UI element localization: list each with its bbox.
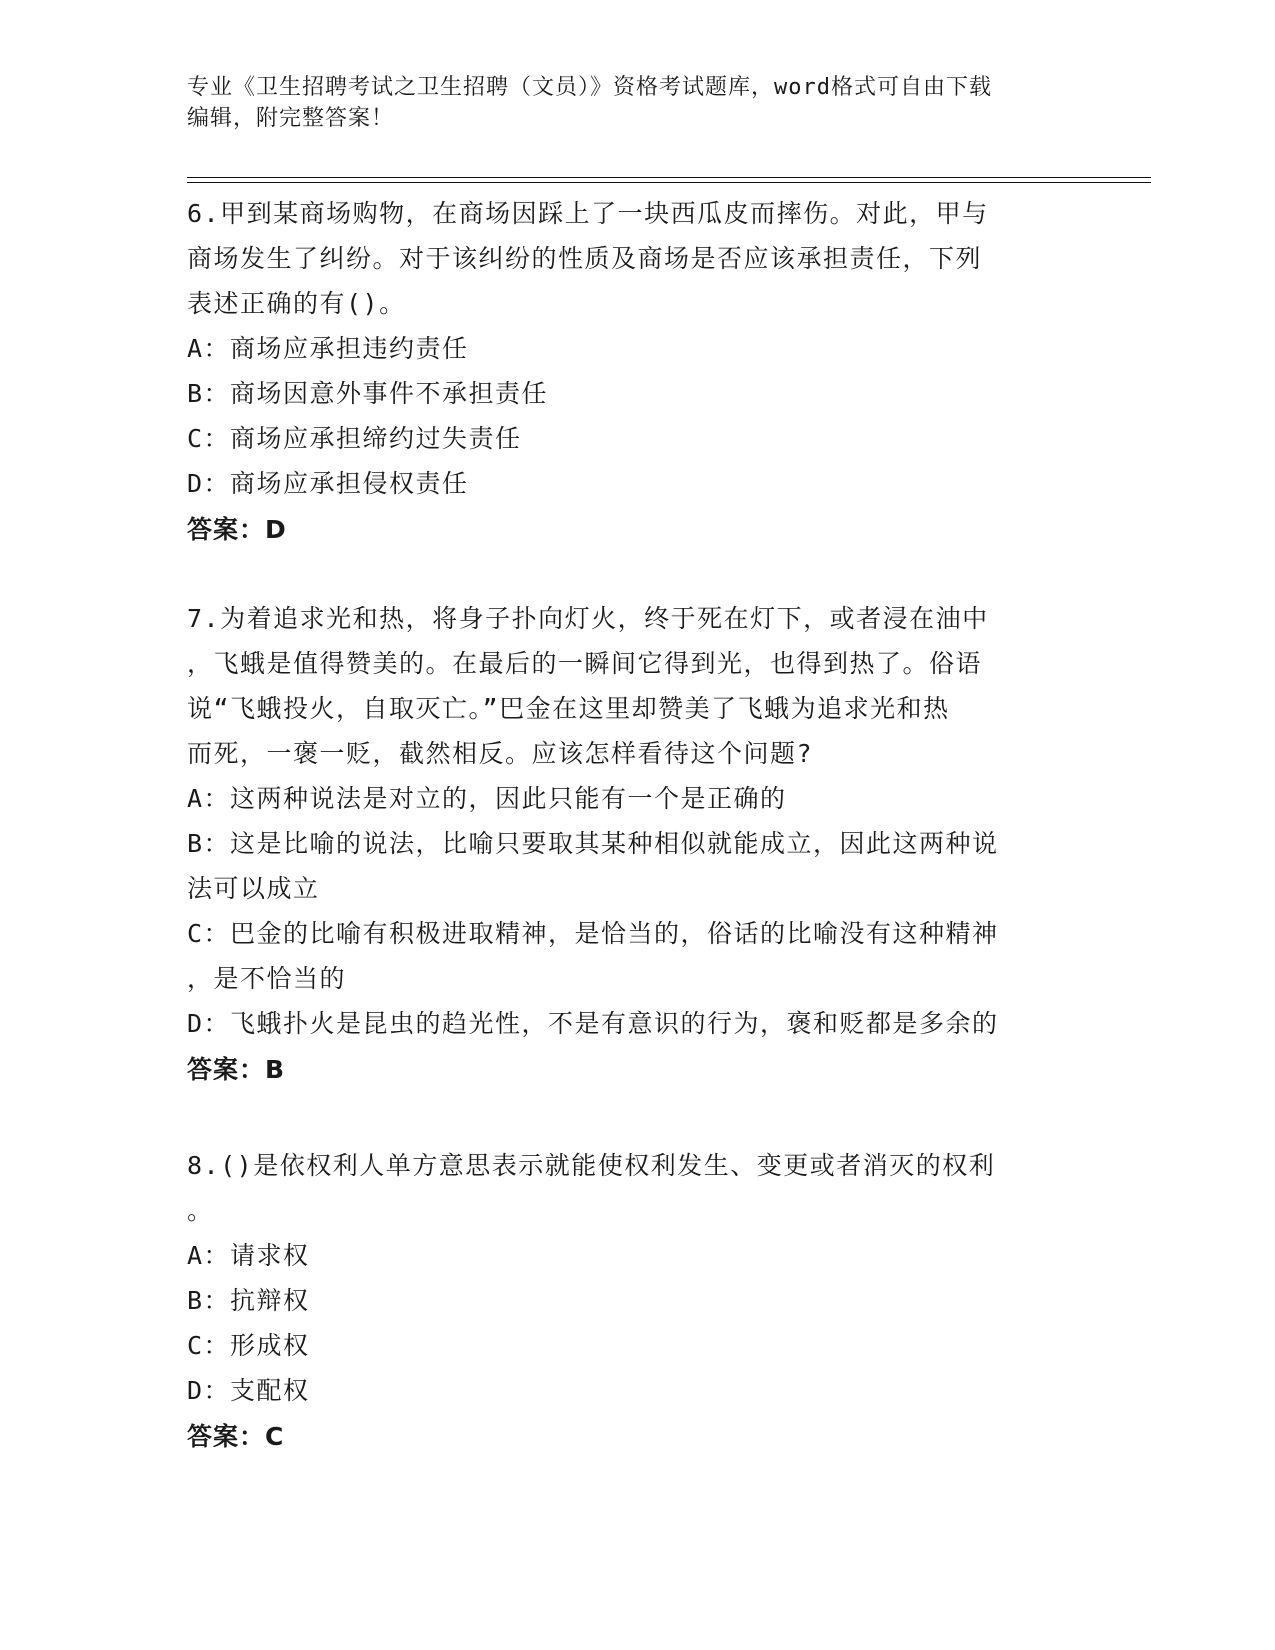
option-d: D：支配权 (187, 1376, 310, 1405)
answer-line: 答案：C (187, 1422, 285, 1451)
header-line-2: 编辑，附完整答案！ (187, 106, 395, 131)
option-c: C：巴金的比喻有积极进取精神，是恰当的，俗话的比喻没有这种精神 (187, 919, 999, 948)
option-a: A：请求权 (187, 1241, 310, 1270)
question-stem (187, 596, 1087, 776)
header-divider-bottom (187, 182, 1151, 183)
question-stem-line: 6.甲到某商场购物，在商场因踩上了一块西瓜皮而摔伤。对此，甲与 (187, 199, 989, 228)
option-d: D：商场应承担侵权责任 (187, 469, 469, 498)
question-stem-line: 说“飞蛾投火，自取灭亡。”巴金在这里却赞美了飞蛾为追求光和热 (187, 694, 950, 723)
header-divider-top (187, 177, 1151, 178)
question-6 (187, 191, 1087, 554)
question-stem-line: 商场发生了纠纷。对于该纠纷的性质及商场是否应该承担责任，下列 (187, 244, 983, 273)
option-a: A：商场应承担违约责任 (187, 334, 469, 363)
option-b: B：商场因意外事件不承担责任 (187, 379, 549, 408)
option-c: C：商场应承担缔约过失责任 (187, 424, 522, 453)
question-stem (187, 191, 1087, 326)
answer-line: 答案：D (187, 515, 287, 544)
question-stem-line: 。 (187, 1196, 214, 1225)
question-stem-line: ，飞蛾是值得赞美的。在最后的一瞬间它得到光，也得到热了。俗语 (187, 649, 983, 678)
option-d: D：飞蛾扑火是昆虫的趋光性，不是有意识的行为，褒和贬都是多余的 (187, 1009, 999, 1038)
option-c: C：形成权 (187, 1331, 310, 1360)
document-header (187, 72, 1087, 134)
question-stem-line: 7.为着追求光和热，将身子扑向灯火，终于死在灯下，或者浸在油中 (187, 604, 989, 633)
question-8 (187, 1143, 1087, 1461)
option-c-continued: ，是不恰当的 (187, 964, 347, 993)
header-line-1: 专业《卫生招聘考试之卫生招聘（文员）》资格考试题库，word格式可自由下载 (187, 75, 992, 100)
question-7 (187, 596, 1087, 1094)
question-stem (187, 1143, 1087, 1233)
question-stem-line: 8.()是依权利人单方意思表示就能使权利发生、变更或者消灭的权利 (187, 1151, 996, 1180)
option-b-continued: 法可以成立 (187, 874, 320, 903)
option-b: B：抗辩权 (187, 1286, 310, 1315)
answer-line: 答案：B (187, 1055, 286, 1084)
question-stem-line: 而死，一褒一贬，截然相反。应该怎样看待这个问题? (187, 739, 814, 768)
question-stem-line: 表述正确的有()。 (187, 289, 406, 318)
option-b: B：这是比喻的说法，比喻只要取其某种相似就能成立，因此这两种说 (187, 829, 999, 858)
option-a: A：这两种说法是对立的，因此只能有一个是正确的 (187, 784, 787, 813)
